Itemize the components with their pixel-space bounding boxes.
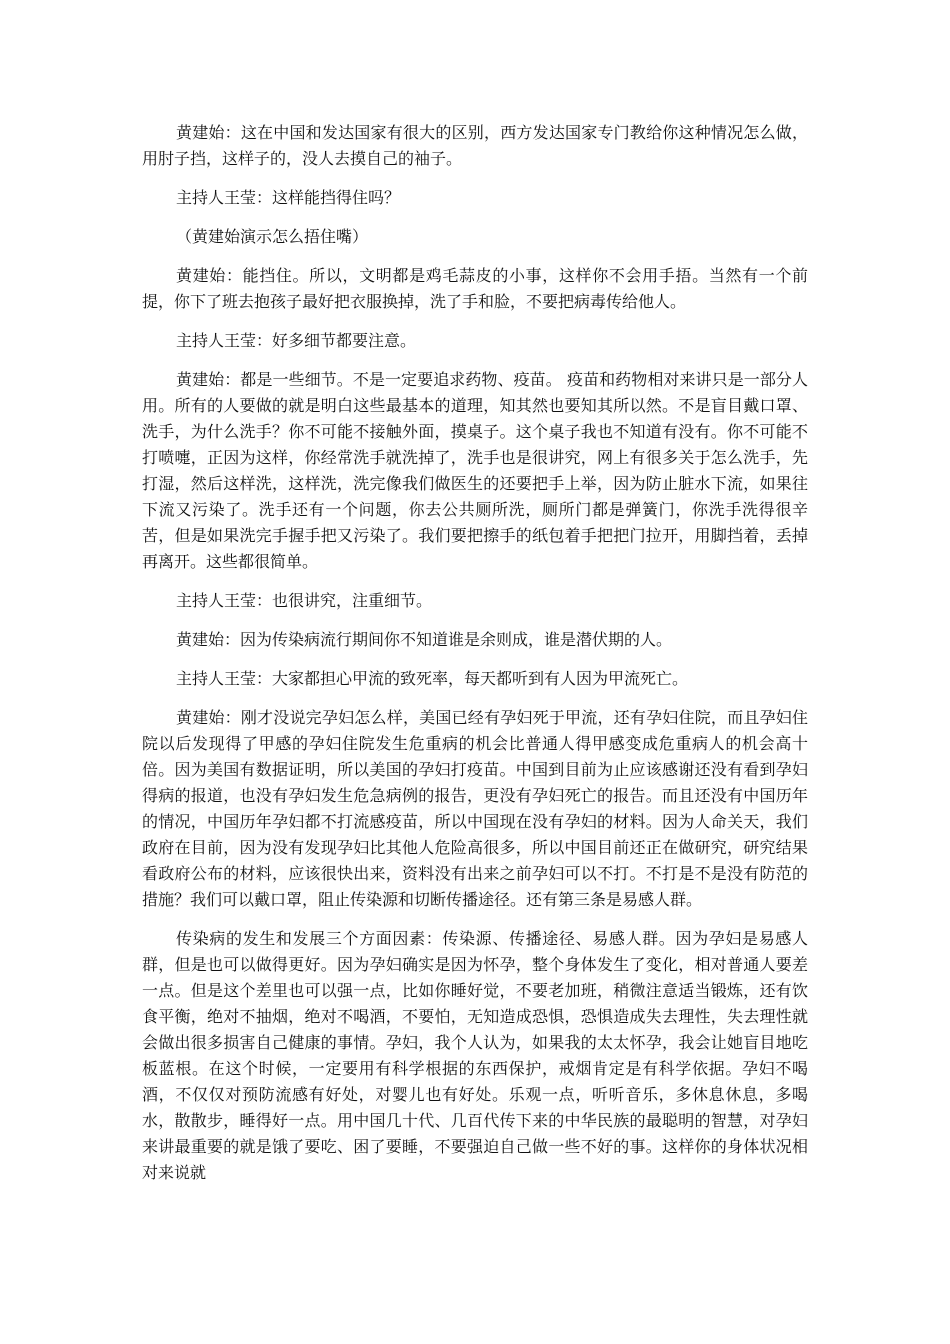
paragraph-stage-direction: （黄建始演示怎么捂住嘴） [176, 227, 369, 246]
paragraph-dialogue: 主持人王莹：好多细节都要注意。 [176, 331, 417, 350]
paragraph-dialogue: 主持人王莹：也很讲究，注重细节。 [176, 591, 433, 610]
paragraph-dialogue: 主持人王莹：这样能挡得住吗？ [176, 188, 401, 207]
paragraph-dialogue: 黄建始：能挡住。所以，文明都是鸡毛蒜皮的小事，这样你不会用手捂。当然有一个前提，你下了班去抱孩子最好把衣服换掉，洗了手和脸，不要把病毒传给他人。 [142, 266, 808, 311]
paragraph-dialogue: 主持人王莹：大家都担心甲流的致死率，每天都听到有人因为甲流死亡。 [176, 669, 689, 688]
document-page [142, 120, 808, 1199]
paragraph-dialogue: 黄建始：因为传染病流行期间你不知道谁是余则成，谁是潜伏期的人。 [176, 630, 673, 649]
paragraph-dialogue: 黄建始：这在中国和发达国家有很大的区别，西方发达国家专门教给你这种情况怎么做，用肘子挡，这样子的，没人去摸自己的袖子。 [142, 123, 808, 168]
paragraph-dialogue: 黄建始：都是一些细节。不是一定要追求药物、疫苗。 疫苗和药物相对来讲只是一部分人用。所有的人要做的就是明白这些最基本的道理，知其然也要知其所以然。不是盲目戴口罩、洗手，为什么洗手？你不可能不接触外面，摸桌子。这个桌子我也不知道有没有。你不可能不打喷嚏，正因为这样，你经常洗手就洗掉了，洗手也是很讲究，网上有很多关于怎么洗手，先打湿，然后这样洗，这样洗，洗完像我们做医生的还要把手上举，因为防止脏水下流，如果往下流又污染了。洗手还有一个问题，你去公共厕所洗，厕所门都是弹簧门，你洗手洗得很辛苦，但是如果洗完手握手把又污染了。我们要把擦手的纸包着手把把门拉开，用脚挡着，丢掉再离开。这些都很简单。 [142, 370, 808, 571]
paragraph-body: 传染病的发生和发展三个方面因素：传染源、传播途径、易感人群。因为孕妇是易感人群，但是也可以做得更好。因为孕妇确实是因为怀孕，整个身体发生了变化，相对普通人要差一点。但是这个差里也可以强一点，比如你睡好觉，不要老加班，稍微注意适当锻炼，还有饮食平衡，绝对不抽烟，绝对不喝酒，不要怕，无知造成恐惧，恐惧造成失去理性，失去理性就会做出很多损害自己健康的事情。孕妇，我个人认为，如果我的太太怀孕，我会让她盲目地吃板蓝根。在这个时候，一定要用有科学根据的东西保护，戒烟肯定是有科学依据。孕妇不喝酒，不仅仅对预防流感有好处，对婴儿也有好处。乐观一点，听听音乐，多休息休息，多喝水，散散步，睡得好一点。用中国几十代、几百代传下来的中华民族的最聪明的智慧，对孕妇来讲最重要的就是饿了要吃、困了要睡，不要强迫自己做一些不好的事。这样你的身体状况相对来说就 [142, 929, 808, 1182]
paragraph-dialogue: 黄建始：刚才没说完孕妇怎么样，美国已经有孕妇死于甲流，还有孕妇住院，而且孕妇住院以后发现得了甲感的孕妇住院发生危重病的机会比普通人得甲感变成危重病人的机会高十倍。因为美国有数据证明，所以美国的孕妇打疫苗。中国到目前为止应该感谢还没有看到孕妇得病的报道，也没有孕妇发生危急病例的报告，更没有孕妇死亡的报告。而且还没有中国历年的情况，中国历年孕妇都不打流感疫苗，所以中国现在没有孕妇的材料。因为人命关天，我们政府在目前，因为没有发现孕妇比其他人危险高很多，所以中国目前还正在做研究，研究结果看政府公布的材料，应该很快出来，资料没有出来之前孕妇可以不打。不打是不是没有防范的措施？我们可以戴口罩，阻止传染源和切断传播途径。还有第三条是易感人群。 [142, 708, 808, 909]
